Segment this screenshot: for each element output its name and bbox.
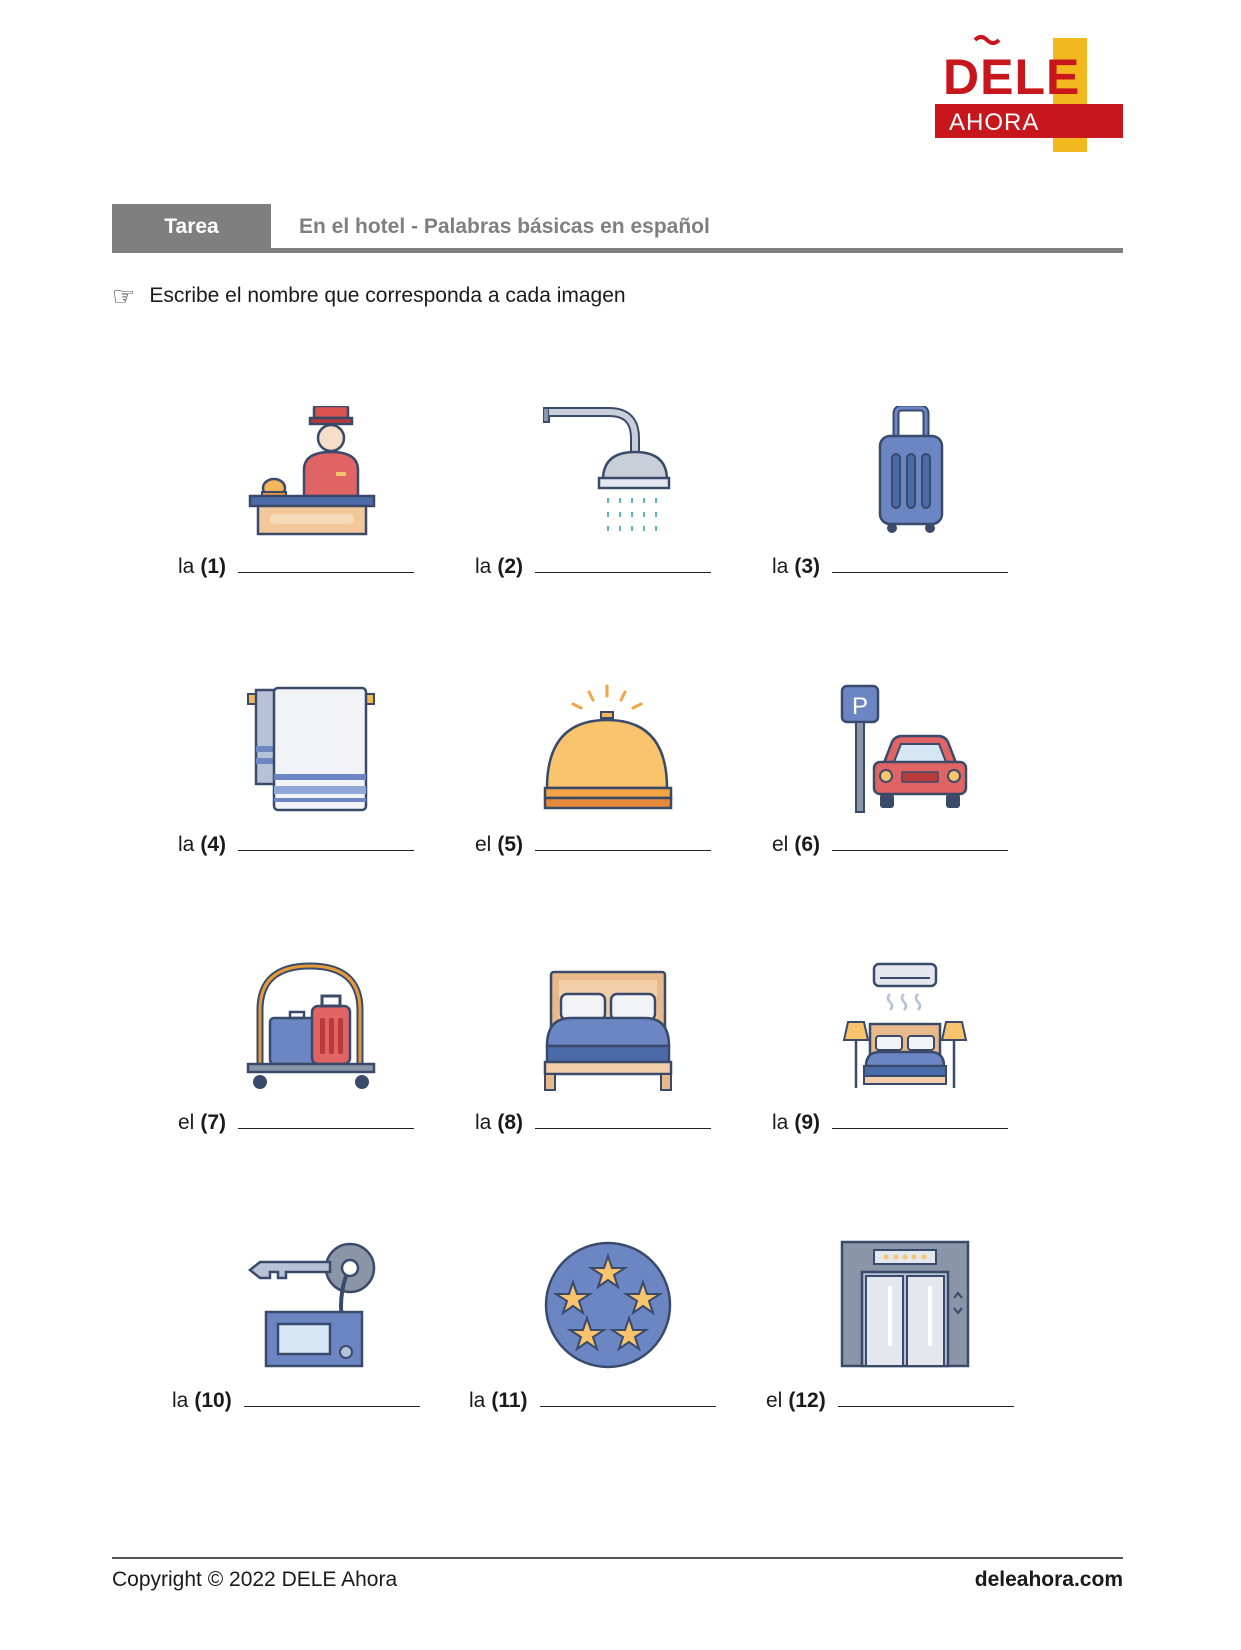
item-number: (5) <box>497 833 524 856</box>
item-caption <box>178 1110 414 1135</box>
answer-blank[interactable] <box>238 554 414 573</box>
pointing-hand-icon: ☞ <box>112 281 136 311</box>
item-number: (12) <box>788 1389 826 1412</box>
dele-ahora-logo <box>935 34 1123 156</box>
answer-blank[interactable] <box>832 554 1008 573</box>
footer-rule <box>112 1557 1123 1559</box>
task-header <box>112 204 1123 254</box>
item-number: (4) <box>200 833 227 856</box>
item-caption <box>475 832 711 857</box>
vocab-item-9 <box>772 962 1092 1162</box>
vocab-item-12 <box>766 1240 1086 1440</box>
vocab-item-7 <box>178 962 498 1162</box>
answer-blank[interactable] <box>244 1388 420 1407</box>
elevator-icon <box>840 1240 970 1370</box>
svg-text:P: P <box>851 693 869 720</box>
item-caption <box>178 554 414 579</box>
answer-blank[interactable] <box>535 1110 711 1129</box>
hotel-room-icon <box>840 962 970 1092</box>
instruction <box>112 283 626 309</box>
item-article: la <box>178 833 195 856</box>
answer-blank[interactable] <box>238 832 414 851</box>
vocab-item-10 <box>172 1240 492 1440</box>
item-article: la <box>178 555 195 578</box>
answer-blank[interactable] <box>838 1388 1014 1407</box>
item-caption <box>766 1388 1014 1413</box>
item-article: la <box>772 555 789 578</box>
luggage-cart-icon <box>246 962 376 1092</box>
answer-blank[interactable] <box>535 554 711 573</box>
item-article: la <box>475 555 492 578</box>
vocab-item-3 <box>772 406 1092 606</box>
item-number: (1) <box>200 555 227 578</box>
five-star-icon <box>543 1240 673 1370</box>
vocab-item-1 <box>178 406 498 606</box>
instruction-text: Escribe el nombre que corresponda a cada imagen <box>149 284 626 307</box>
website-link[interactable]: deleahora.com <box>974 1568 1123 1591</box>
item-caption <box>469 1388 716 1413</box>
item-caption <box>772 832 1008 857</box>
answer-blank[interactable] <box>832 1110 1008 1129</box>
shower-icon <box>543 406 673 536</box>
item-number: (3) <box>794 555 821 578</box>
item-number: (8) <box>497 1111 524 1134</box>
item-article: el <box>772 833 789 856</box>
item-number: (7) <box>200 1111 227 1134</box>
vocab-item-11 <box>469 1240 789 1440</box>
item-article: el <box>475 833 492 856</box>
answer-blank[interactable] <box>540 1388 716 1407</box>
towel-icon <box>246 684 376 814</box>
answer-blank[interactable] <box>832 832 1008 851</box>
item-caption <box>475 554 711 579</box>
parking-icon <box>840 684 970 814</box>
vocab-item-6 <box>772 684 1092 884</box>
vocab-item-4 <box>178 684 498 884</box>
item-article: la <box>469 1389 486 1412</box>
item-article: el <box>766 1389 783 1412</box>
copyright: Copyright © 2022 DELE Ahora <box>112 1568 398 1591</box>
item-caption <box>772 554 1008 579</box>
item-article: la <box>772 1111 789 1134</box>
item-caption <box>172 1388 420 1413</box>
item-caption <box>772 1110 1008 1135</box>
answer-blank[interactable] <box>535 832 711 851</box>
svg-text:AHORA: AHORA <box>949 109 1040 136</box>
bed-icon <box>543 962 673 1092</box>
vocab-item-2 <box>475 406 795 606</box>
suitcase-icon <box>840 406 970 536</box>
item-caption <box>178 832 414 857</box>
task-tag: Tarea <box>112 204 271 250</box>
svg-text:DELE: DELE <box>943 49 1081 105</box>
item-article: el <box>178 1111 195 1134</box>
item-article: la <box>475 1111 492 1134</box>
vocab-item-8 <box>475 962 795 1162</box>
item-caption <box>475 1110 711 1135</box>
room-key-icon <box>246 1240 376 1370</box>
item-number: (10) <box>194 1389 232 1412</box>
receptionist-icon <box>246 406 376 536</box>
vocab-item-5 <box>475 684 795 884</box>
item-number: (11) <box>491 1389 528 1412</box>
item-number: (2) <box>497 555 524 578</box>
service-bell-icon <box>543 684 673 814</box>
item-number: (9) <box>794 1111 821 1134</box>
item-article: la <box>172 1389 189 1412</box>
item-number: (6) <box>794 833 821 856</box>
task-title: En el hotel - Palabras básicas en español <box>299 215 710 238</box>
header-rule <box>112 248 1123 253</box>
answer-blank[interactable] <box>238 1110 414 1129</box>
